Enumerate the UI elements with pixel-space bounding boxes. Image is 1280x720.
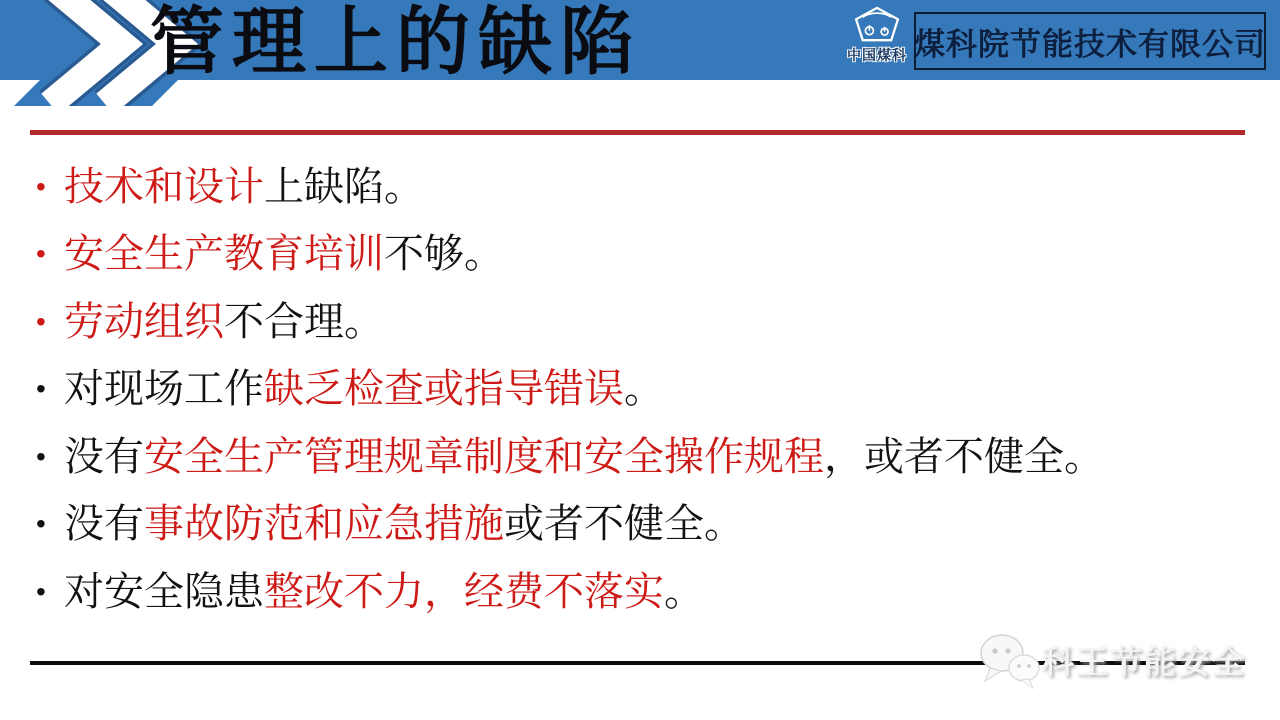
list-item: [36, 491, 1250, 559]
bullet-list: [36, 153, 1250, 626]
text-segment: 事故防范和应急措施: [144, 502, 504, 547]
header-band: [0, 0, 1280, 84]
list-item: [36, 153, 1250, 221]
text-segment: 对安全隐患: [64, 569, 264, 614]
list-item: [36, 356, 1250, 424]
red-divider-line: [30, 130, 1245, 135]
coal-science-gem-icon: [854, 6, 900, 44]
bullet-text: [64, 367, 664, 412]
text-segment: 。: [664, 569, 704, 614]
text-segment: 不够。: [384, 232, 504, 277]
text-segment: 缺乏检查或指导错误: [264, 367, 624, 412]
text-segment: 对现场工作: [64, 367, 264, 412]
list-item: [36, 423, 1250, 491]
bullet-text: [64, 164, 424, 209]
text-segment: 不合理。: [224, 299, 384, 344]
bullet-dot: •: [36, 508, 46, 540]
text-segment: 没有: [64, 502, 144, 547]
bullet-dot: •: [36, 170, 46, 202]
bullet-text: [64, 232, 504, 277]
bullet-text: [64, 299, 384, 344]
page-title: 管理上的缺陷: [150, 2, 642, 84]
wechat-icon: [978, 630, 1042, 690]
bullet-dot: •: [36, 238, 46, 270]
text-segment: 整改不力，经费不落实: [264, 569, 664, 614]
logo-label: 中国煤科: [847, 47, 907, 63]
text-segment: 上缺陷。: [264, 164, 424, 209]
bullet-dot: •: [36, 305, 46, 337]
company-name-box: 煤科院节能技术有限公司: [914, 12, 1266, 70]
text-segment: 技术和设计: [64, 164, 264, 209]
text-segment: 安全生产管理规章制度和安全操作规程: [144, 434, 824, 479]
text-segment: 或者不健全。: [504, 502, 744, 547]
list-item: [36, 558, 1250, 626]
bullet-dot: •: [36, 440, 46, 472]
text-segment: 没有: [64, 434, 144, 479]
list-item: [36, 221, 1250, 289]
watermark-text: 科王节能安全: [1042, 644, 1247, 680]
text-segment: 。: [624, 367, 664, 412]
bullet-text: [64, 434, 1104, 479]
text-segment: 安全生产教育培训: [64, 232, 384, 277]
bullet-dot: •: [36, 575, 46, 607]
bullet-text: [64, 569, 704, 614]
company-logo: [843, 6, 911, 76]
list-item: [36, 288, 1250, 356]
bullet-dot: •: [36, 373, 46, 405]
text-segment: 劳动组织: [64, 299, 224, 344]
bullet-text: [64, 502, 744, 547]
watermark: [978, 630, 1246, 690]
text-segment: ，或者不健全。: [824, 434, 1104, 479]
